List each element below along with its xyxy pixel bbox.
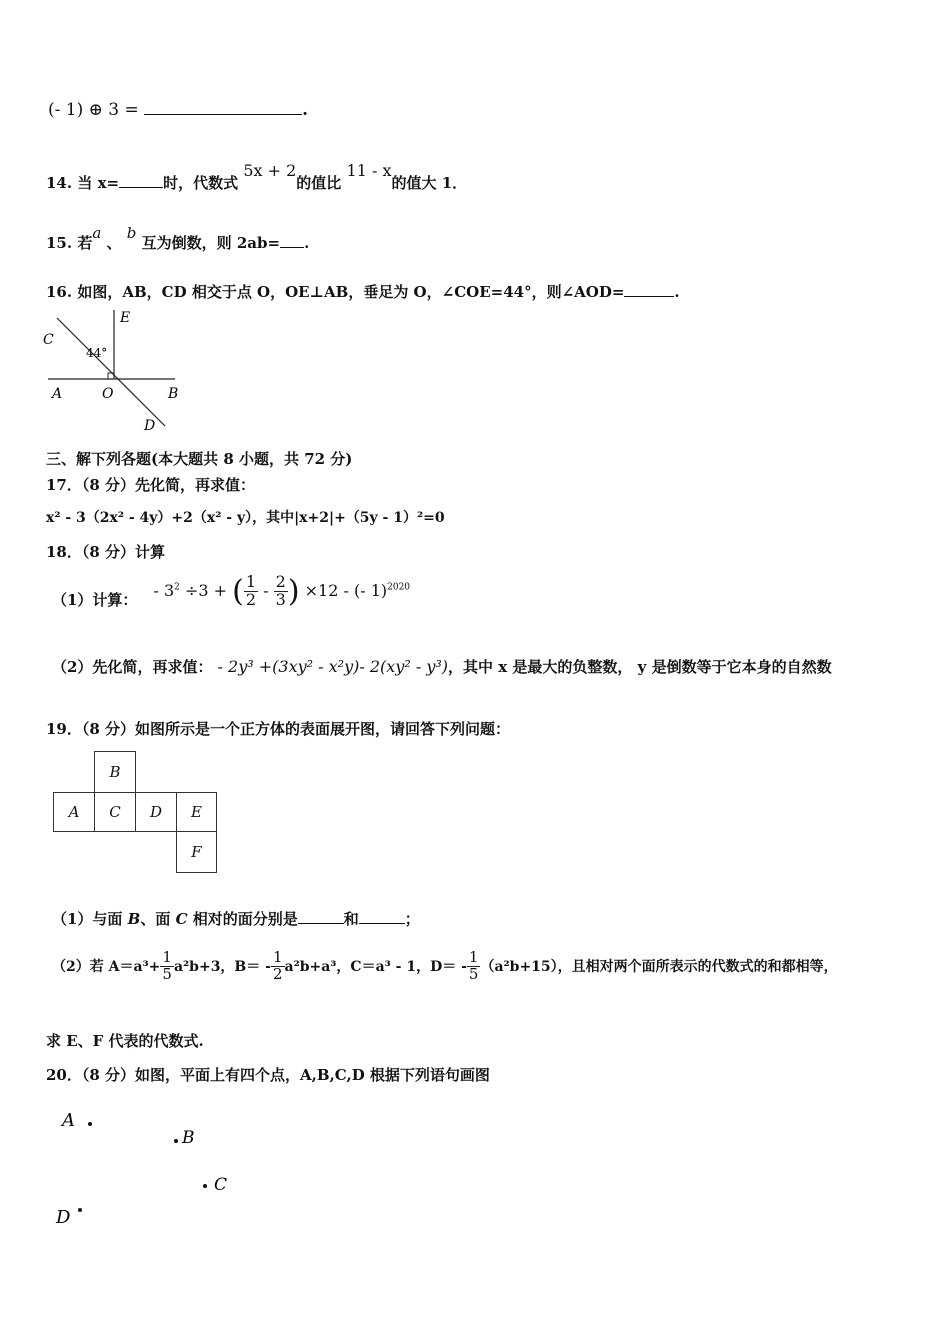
q16-text: 如图，AB，CD 相交于点 O，OE⊥AB，垂足为 O，∠COE=44°，则∠AOD= [77, 283, 625, 301]
q15-var-b: b [126, 224, 137, 242]
q14 [46, 161, 468, 193]
q18-p2-tail: ，其中 x 是最大的负整数， y 是倒数等于它本身的自然数 [448, 658, 832, 676]
label-c: C [43, 332, 54, 348]
section-3-heading: 三、解下列各题(本大题共 8 小题，共 72 分) [46, 450, 353, 468]
q15 [46, 224, 310, 253]
q19-frac1: $\frac{1}{5}$ [162, 947, 172, 983]
q16-end: . [674, 283, 680, 301]
q15-text-b: 互为倒数，则 2ab= [141, 234, 281, 252]
q19-blank-2 [359, 923, 405, 924]
q18-frac2: $\frac{2}{3}$ [275, 571, 286, 609]
q17-expression: x² - 3（2x² - 4y）+2（x² - y），其中|x+2|+（5y - 1）²=0 [46, 510, 445, 526]
q19-heading: 19．（8 分）如图所示是一个正方体的表面展开图，请回答下列问题： [46, 720, 511, 738]
line-cd [57, 318, 165, 426]
q14-blank [119, 187, 163, 188]
q18-p1-b: ÷3 + [184, 580, 228, 600]
q16-number: 16. [46, 283, 73, 301]
q13-end: . [302, 100, 309, 120]
q18-part1 [52, 571, 411, 624]
q18-minus: - [263, 580, 269, 600]
net-cell-b: B [94, 751, 136, 793]
q15-number: 15. [46, 234, 73, 252]
q18-p2-label: （2）先化简，再求值： [52, 658, 213, 676]
q13-blank [144, 114, 302, 115]
q15-blank [280, 247, 304, 248]
q18-p1-c: ×12 - (- 1) [304, 580, 388, 600]
q18-p1-a-sup: 2 [174, 582, 180, 593]
label-a: A [52, 386, 63, 402]
point-d-label: D [56, 1207, 71, 1228]
q18-frac1: $\frac{1}{2}$ [245, 571, 257, 609]
q14-text-c: 的值比 [296, 174, 342, 192]
net-cell-e: E [176, 792, 217, 832]
label-e: E [120, 310, 131, 326]
q14-text-d: 的值大 1． [391, 174, 468, 192]
net-cell-d: D [135, 792, 177, 832]
q20-points-figure [50, 1100, 250, 1230]
q19-frac2: $\frac{1}{2}$ [272, 947, 283, 983]
q15-var-a: a [92, 224, 102, 242]
q19-frac3: $\frac{1}{5}$ [468, 947, 479, 983]
label-d: D [144, 418, 156, 434]
q14-expr2: 11 - x [346, 161, 392, 180]
q14-number: 14. [46, 174, 73, 192]
net-cell-a: A [53, 792, 95, 832]
q16 [46, 281, 680, 302]
point-c-label: C [214, 1175, 228, 1195]
q18-p1-expr [153, 571, 411, 609]
q14-text-b: 时，代数式 [163, 174, 239, 192]
q14-text-a: 当 x= [77, 174, 120, 192]
q13-expression [48, 100, 308, 120]
net-cell-f: F [176, 831, 217, 873]
q15-sep: 、 [106, 234, 122, 252]
q13-text: (- 1) ⊕ 3 = [48, 100, 139, 120]
q18-p2-expr: - 2y³ +(3xy² - x²y)- 2(xy² - y³) [217, 657, 449, 676]
point-b [174, 1139, 178, 1143]
q16-blank [624, 296, 674, 297]
point-a-label: A [62, 1110, 75, 1131]
q18-p1-a: - 3 [153, 580, 175, 600]
label-b: B [168, 386, 179, 402]
q18-p1-label: （1）计算： [52, 590, 138, 609]
q14-expr1: 5x + 2 [243, 161, 297, 180]
q18-heading: 18．（8 分）计算 [46, 543, 166, 561]
q16-figure [40, 306, 180, 434]
left-paren: ( [232, 573, 244, 609]
q19-part1: （1）与面 B、面 C 相对的面分别是 和 ； [52, 910, 420, 928]
right-paren: ) [287, 573, 300, 609]
angle-label: 44° [86, 346, 108, 360]
q18-part2 [52, 656, 832, 677]
q15-end: . [304, 234, 310, 252]
point-d [78, 1208, 82, 1212]
q18-p1-c-sup: 2020 [387, 582, 411, 593]
q19-part3: 求 E、F 代表的代数式. [46, 1032, 204, 1050]
q17-heading: 17．（8 分）先化简，再求值： [46, 476, 256, 494]
q19-part2: （2）若 A＝a³+ $\frac{1}{5}$ a²b+3，B＝ - $\frac{1}{2}$ a²b+a³，C＝a³ - 1，D＝ - $\frac{1}{5}$ （a²b+15），且相对两个面所表示的代数式的和都相等， [52, 947, 838, 983]
q19-blank-1 [298, 923, 344, 924]
point-b-label: B [182, 1128, 195, 1148]
label-o: O [102, 386, 114, 402]
q15-text-a: 若 [77, 234, 93, 252]
net-cell-c: C [94, 792, 136, 832]
point-c [203, 1184, 207, 1188]
q20-heading: 20．（8 分）如图，平面上有四个点，A,B,C,D 根据下列语句画图 [46, 1066, 490, 1084]
point-a [88, 1122, 92, 1126]
